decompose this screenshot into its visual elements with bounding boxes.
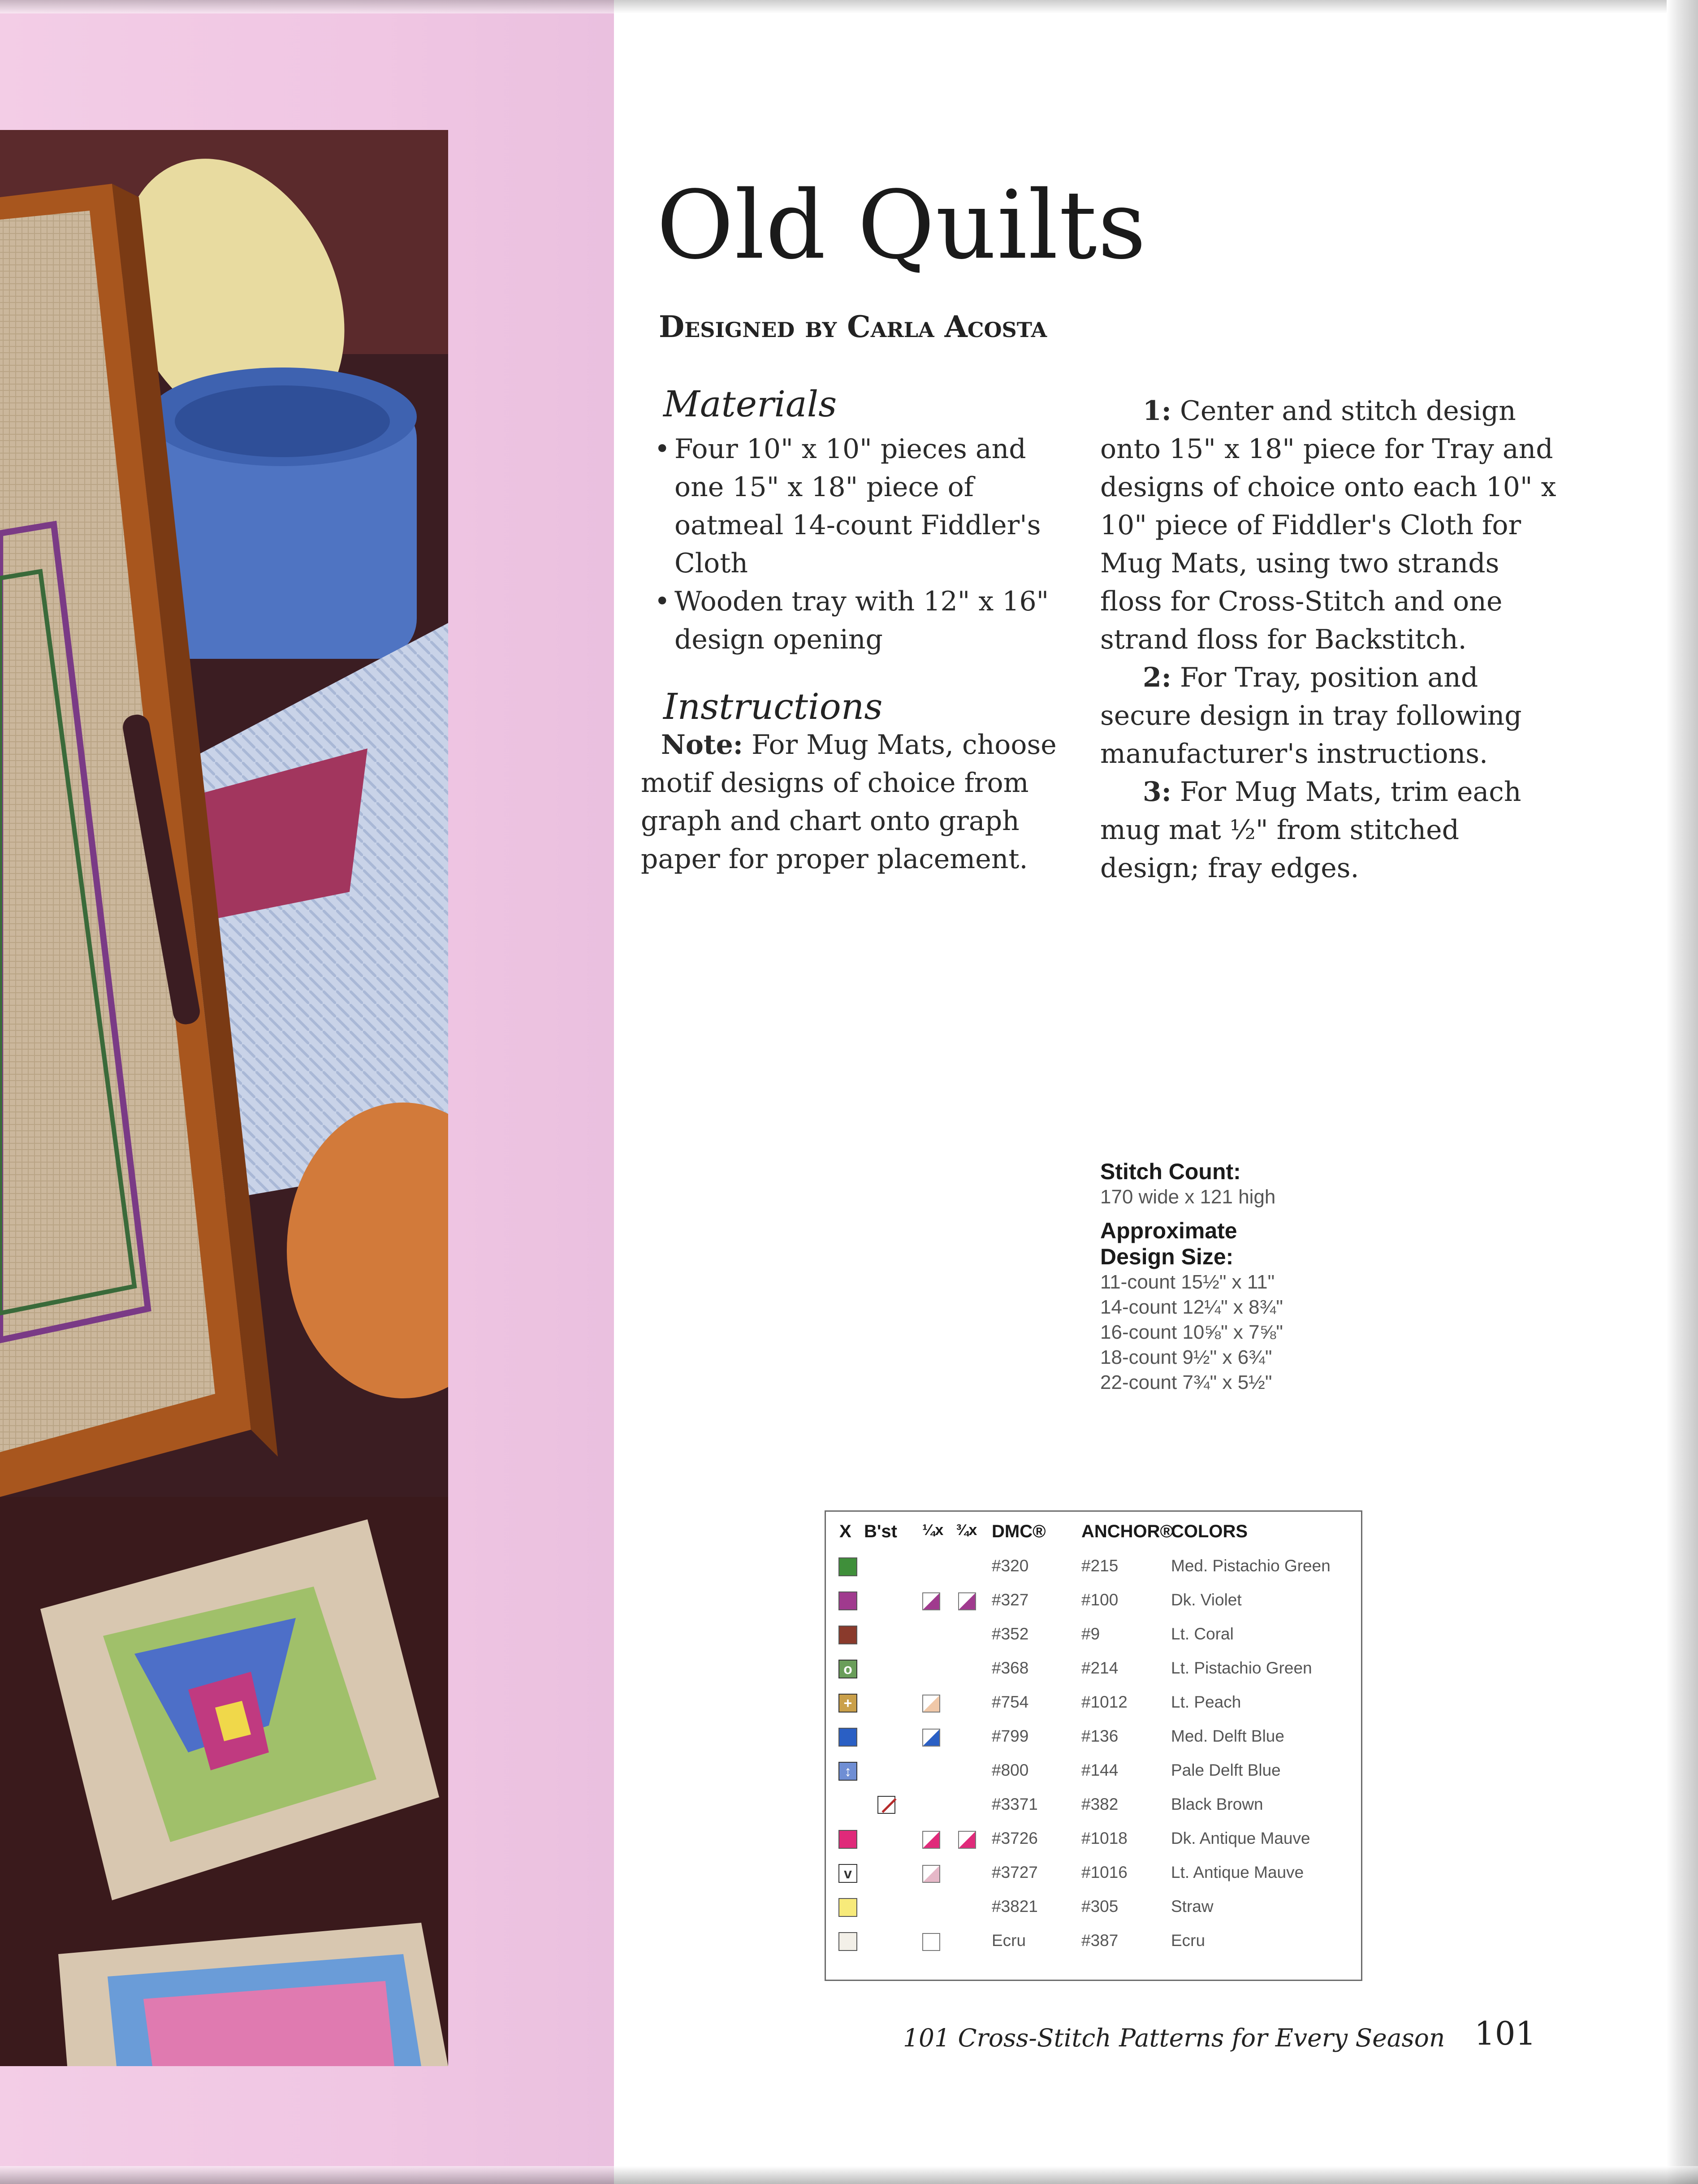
design-size-row: 11-count 15½" x 11": [1100, 1271, 1275, 1293]
step-3: [1100, 773, 1562, 887]
color-name: Dk. Antique Mauve: [1171, 1829, 1310, 1847]
dmc-number: #320: [992, 1557, 1029, 1575]
note-label: Note:: [661, 729, 743, 761]
header-anchor: ANCHOR®: [1081, 1522, 1174, 1541]
anchor-number: #1016: [1081, 1863, 1128, 1881]
dmc-number: #352: [992, 1625, 1029, 1643]
anchor-number: #9: [1081, 1625, 1100, 1643]
stitch-info: [1100, 1159, 1414, 1395]
anchor-number: #136: [1081, 1727, 1119, 1745]
step-text: For Tray, position and secure design in tray following manufacturer's instructions.: [1100, 662, 1522, 770]
design-size-row: 14-count 12¼" x 8¾": [1100, 1296, 1283, 1318]
color-key-row: [826, 1757, 1361, 1789]
step-2: [1100, 659, 1562, 773]
color-key-row: [826, 1723, 1361, 1755]
cross-stitch-swatch: [838, 1898, 857, 1917]
stitch-count-label: Stitch Count:: [1100, 1159, 1241, 1184]
step-1: [1100, 392, 1562, 659]
cross-stitch-swatch: [838, 1557, 857, 1576]
design-size-row: 16-count 10⅝" x 7⅝": [1100, 1321, 1283, 1343]
header-quarter: ¼x: [922, 1522, 944, 1539]
page-number: 101: [1474, 2015, 1536, 2052]
designer-credit: Designed by Carla Acosta: [659, 309, 1047, 344]
materials-item: • Wooden tray with 12" x 16" design opening: [654, 583, 1080, 659]
header-colors: COLORS: [1171, 1522, 1248, 1541]
stitch-count-value: 170 wide x 121 high: [1100, 1186, 1276, 1208]
quarter-stitch-swatch: [922, 1865, 940, 1883]
color-name: Dk. Violet: [1171, 1591, 1242, 1609]
color-name: Lt. Coral: [1171, 1625, 1234, 1643]
cross-stitch-swatch: [838, 1830, 857, 1849]
running-footer: 101 Cross-Stitch Patterns for Every Season: [903, 2024, 1445, 2052]
dmc-number: #3726: [992, 1829, 1038, 1847]
anchor-number: #382: [1081, 1795, 1119, 1813]
instruction-steps: [1100, 392, 1562, 887]
color-key-row: [826, 1860, 1361, 1891]
design-size-row: 18-count 9½" x 6¾": [1100, 1346, 1272, 1368]
dmc-number: Ecru: [992, 1931, 1026, 1950]
color-key-row: [826, 1587, 1361, 1618]
project-photo: [0, 130, 448, 2066]
anchor-number: #305: [1081, 1897, 1119, 1916]
step-number: 2:: [1143, 662, 1171, 693]
color-name: Black Brown: [1171, 1795, 1263, 1813]
dmc-number: #327: [992, 1591, 1029, 1609]
design-size-row: 22-count 7¾" x 5½": [1100, 1371, 1272, 1393]
materials-item: • Four 10" x 10" pieces and one 15" x 18" piece of oatmeal 14-count Fiddler's Cloth: [654, 430, 1080, 583]
color-key-table: [825, 1510, 1362, 1981]
cross-stitch-swatch: [838, 1626, 857, 1644]
header-dmc: DMC®: [992, 1522, 1046, 1541]
design-size-label: Approximate: [1100, 1218, 1237, 1243]
three-quarter-stitch-swatch: [958, 1831, 976, 1849]
page-title: Old Quilts: [657, 170, 1147, 280]
color-name: Lt. Peach: [1171, 1693, 1241, 1711]
color-key-row: [826, 1791, 1361, 1823]
cross-stitch-swatch: +: [838, 1694, 857, 1713]
color-key-row: [826, 1689, 1361, 1721]
page-right-edge: [1667, 0, 1698, 2184]
color-name: Med. Delft Blue: [1171, 1727, 1284, 1745]
dmc-number: #3727: [992, 1863, 1038, 1881]
color-name: Ecru: [1171, 1931, 1205, 1950]
header-three-quarter: ¾x: [956, 1522, 977, 1539]
step-number: 1:: [1143, 395, 1171, 427]
dmc-number: #754: [992, 1693, 1029, 1711]
dmc-number: #3371: [992, 1795, 1038, 1813]
note-text: For Mug Mats, choose motif designs of choice from graph and chart onto graph paper for proper placement.: [641, 729, 1057, 875]
anchor-number: #100: [1081, 1591, 1119, 1609]
color-key-row: [826, 1621, 1361, 1652]
anchor-number: #387: [1081, 1931, 1119, 1950]
anchor-number: #215: [1081, 1557, 1119, 1575]
quarter-stitch-swatch: [922, 1933, 940, 1951]
three-quarter-stitch-swatch: [958, 1592, 976, 1610]
dmc-number: #799: [992, 1727, 1029, 1745]
anchor-number: #144: [1081, 1761, 1119, 1779]
instructions-note: [641, 726, 1098, 878]
anchor-number: #214: [1081, 1659, 1119, 1677]
quarter-stitch-swatch: [922, 1695, 940, 1713]
color-key-row: [826, 1928, 1361, 1959]
quarter-stitch-swatch: [922, 1831, 940, 1849]
design-size-label-2: Design Size:: [1100, 1244, 1234, 1269]
materials-heading: Materials: [663, 383, 837, 425]
dmc-number: #800: [992, 1761, 1029, 1779]
dmc-number: #3821: [992, 1897, 1038, 1916]
color-name: Lt. Antique Mauve: [1171, 1863, 1304, 1881]
color-name: Lt. Pistachio Green: [1171, 1659, 1312, 1677]
step-text: For Mug Mats, trim each mug mat ½" from stitched design; fray edges.: [1100, 776, 1521, 884]
anchor-number: #1012: [1081, 1693, 1128, 1711]
cross-stitch-swatch: v: [838, 1864, 857, 1883]
color-key-row: [826, 1894, 1361, 1925]
page-top-shadow: [0, 0, 1698, 13]
color-name: Med. Pistachio Green: [1171, 1557, 1331, 1575]
step-text: Center and stitch design onto 15" x 18" piece for Tray and designs of choice onto each 10" x 10" piece of Fiddler's Cloth for Mug Mats, using two strands floss for Cross-Stitch and one strand floss for Backstitch.: [1100, 395, 1556, 655]
header-backstitch: B'st: [864, 1522, 897, 1541]
color-key-row: [826, 1553, 1361, 1584]
color-key-row: [826, 1655, 1361, 1687]
dmc-number: #368: [992, 1659, 1029, 1677]
cross-stitch-swatch: o: [838, 1660, 857, 1678]
cross-stitch-swatch: [838, 1592, 857, 1610]
color-name: Pale Delft Blue: [1171, 1761, 1281, 1779]
quarter-stitch-swatch: [922, 1592, 940, 1610]
color-name: Straw: [1171, 1897, 1214, 1916]
step-number: 3:: [1143, 776, 1171, 808]
color-key-row: [826, 1825, 1361, 1857]
anchor-number: #1018: [1081, 1829, 1128, 1847]
cross-stitch-swatch: ↕: [838, 1762, 857, 1781]
instructions-heading: Instructions: [663, 686, 883, 727]
page-bottom-shadow: [0, 2166, 1698, 2184]
backstitch-swatch: [877, 1796, 895, 1814]
cross-stitch-swatch: [838, 1728, 857, 1747]
header-x: X: [839, 1522, 851, 1541]
cross-stitch-swatch: [838, 1932, 857, 1951]
quarter-stitch-swatch: [922, 1729, 940, 1747]
materials-list: [654, 430, 1080, 659]
